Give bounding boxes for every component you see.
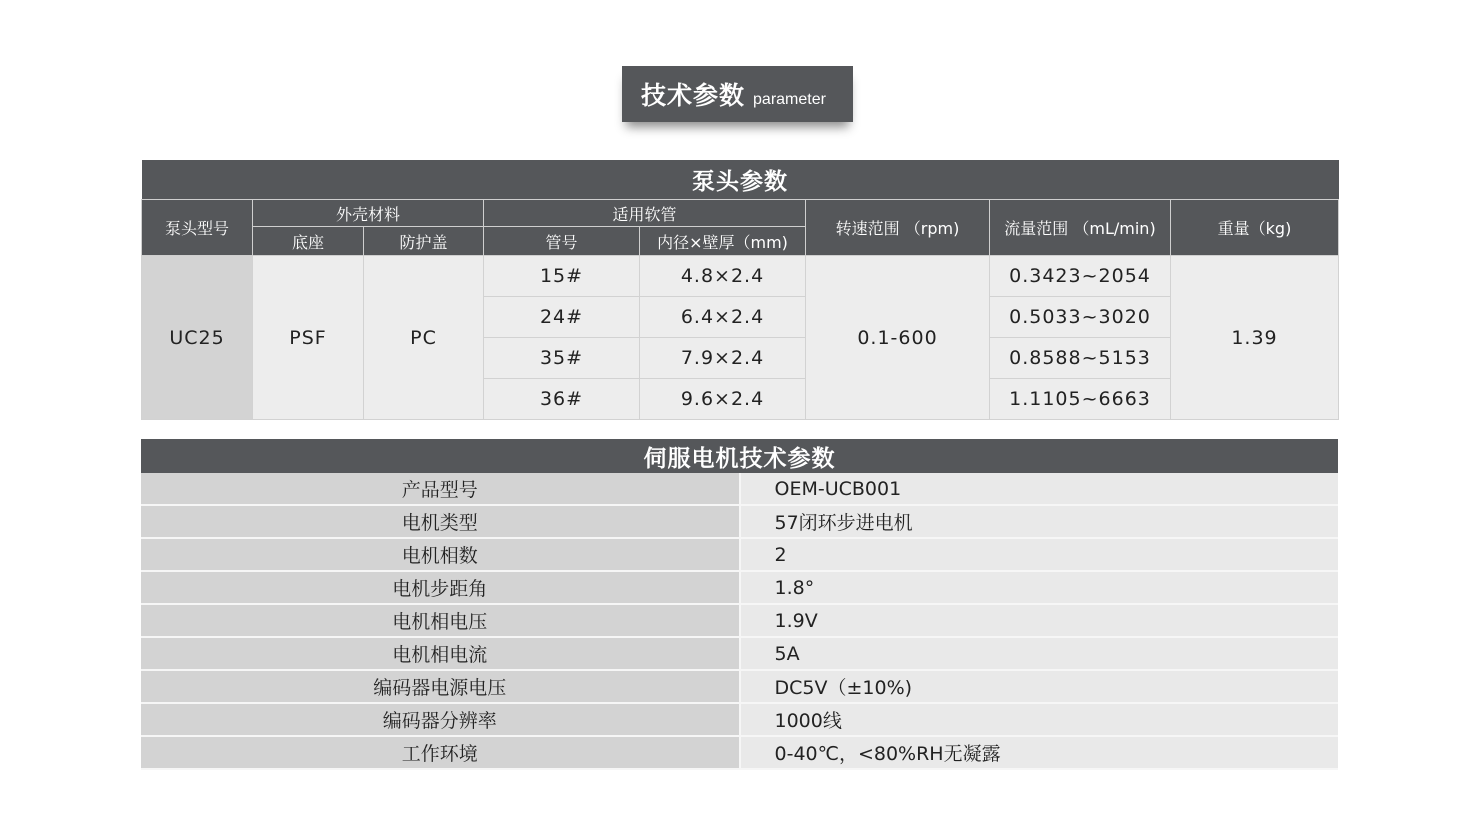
section-title: [622, 66, 853, 122]
header-cover: 防护盖: [364, 227, 484, 256]
cell-tube-no: 35#: [484, 338, 640, 379]
cell-base: PSF: [253, 256, 364, 420]
header-weight: 重量（kg): [1171, 200, 1339, 256]
param-value: OEM-UCB001: [740, 473, 1339, 505]
param-value: DC5V（±10%): [740, 670, 1339, 703]
table-row: [141, 571, 1338, 604]
param-key: 电机相数: [141, 538, 740, 571]
param-key: 电机步距角: [141, 571, 740, 604]
param-key: 编码器分辨率: [141, 703, 740, 736]
cell-tube-size: 4.8×2.4: [640, 256, 806, 297]
param-key: 电机相电压: [141, 604, 740, 637]
cell-cover: PC: [364, 256, 484, 420]
param-value: 2: [740, 538, 1339, 571]
header-tube: 适用软管: [484, 200, 806, 227]
param-value: 5A: [740, 637, 1339, 670]
cell-tube-size: 9.6×2.4: [640, 379, 806, 420]
table-row: [142, 256, 1339, 297]
cell-tube-no: 15#: [484, 256, 640, 297]
param-value: 1000线: [740, 703, 1339, 736]
cell-tube-size: 7.9×2.4: [640, 338, 806, 379]
param-value: 1.8°: [740, 571, 1339, 604]
pump-head-table: [141, 160, 1339, 420]
cell-model: UC25: [142, 256, 253, 420]
param-key: 编码器电源电压: [141, 670, 740, 703]
cell-flow: 0.8588~5153: [990, 338, 1171, 379]
cell-weight: 1.39: [1171, 256, 1339, 420]
table-row: [141, 703, 1338, 736]
table-row: [141, 637, 1338, 670]
cell-tube-no: 36#: [484, 379, 640, 420]
cell-flow: 0.5033~3020: [990, 297, 1171, 338]
cell-tube-no: 24#: [484, 297, 640, 338]
header-tube-no: 管号: [484, 227, 640, 256]
header-shell: 外壳材料: [253, 200, 484, 227]
cell-flow: 1.1105~6663: [990, 379, 1171, 420]
table-row: [141, 736, 1338, 769]
pump-table-caption: 泵头参数: [142, 160, 1339, 200]
param-key: 工作环境: [141, 736, 740, 769]
motor-table-caption: 伺服电机技术参数: [141, 439, 1338, 473]
header-model: 泵头型号: [142, 200, 253, 256]
cell-speed: 0.1-600: [806, 256, 990, 420]
param-value: 0-40℃，<80%RH无凝露: [740, 736, 1339, 769]
param-key: 电机类型: [141, 505, 740, 538]
table-row: [141, 505, 1338, 538]
section-title-en: parameter: [753, 91, 826, 108]
table-row: [141, 473, 1338, 505]
servo-motor-table: [141, 439, 1338, 770]
param-value: 57闭环步进电机: [740, 505, 1339, 538]
header-base: 底座: [253, 227, 364, 256]
table-row: [141, 604, 1338, 637]
section-title-zh: 技术参数: [641, 81, 746, 110]
param-value: 1.9V: [740, 604, 1339, 637]
param-key: 电机相电流: [141, 637, 740, 670]
table-row: [141, 670, 1338, 703]
cell-flow: 0.3423~2054: [990, 256, 1171, 297]
header-speed: 转速范围 （rpm): [806, 200, 990, 256]
cell-tube-size: 6.4×2.4: [640, 297, 806, 338]
header-tube-size: 内径×壁厚（mm): [640, 227, 806, 256]
table-row: [141, 538, 1338, 571]
param-key: 产品型号: [141, 473, 740, 505]
header-flow: 流量范围 （mL/min): [990, 200, 1171, 256]
